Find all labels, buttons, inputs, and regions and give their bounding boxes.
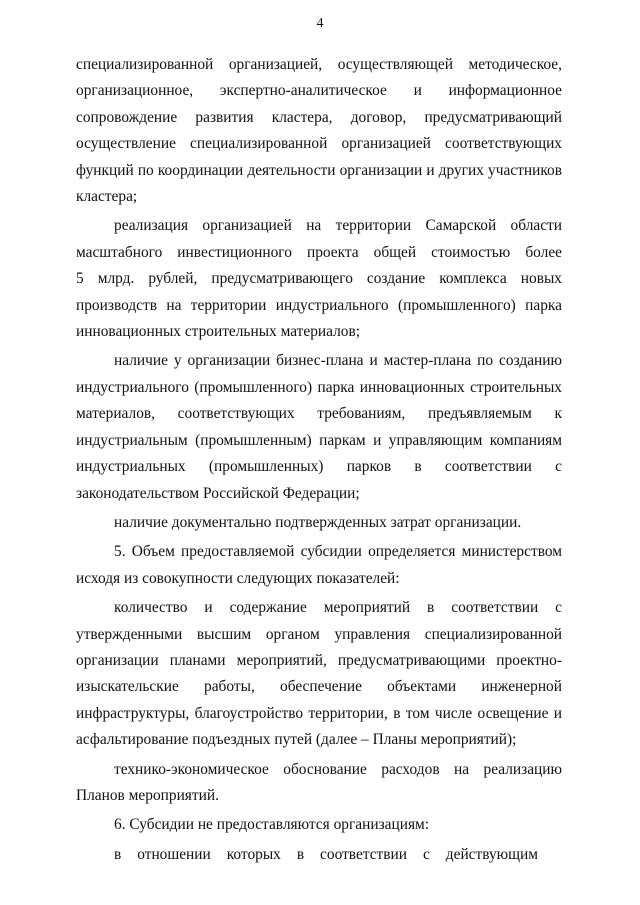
text-line: 5 млрд. рублей, предусматривающего создание комплекса новых <box>76 270 562 288</box>
text-line: количество и содержание мероприятий в соответствии с <box>114 599 562 617</box>
page-number: 4 <box>316 16 324 31</box>
text-line: организационное, экспертно-аналитическое и информационное <box>76 82 562 100</box>
text-line: производств на территории индустриального (промышленного) парка <box>76 296 562 314</box>
text-line: масштабного инвестиционного проекта общей стоимостью более <box>76 243 562 261</box>
text-line: законодательством Российской Федерации; <box>76 484 360 502</box>
text-line: специализированной организацией, осуществляющей методическое, <box>76 56 562 73</box>
text-line: изыскательские работы, обеспечение объектами инженерной <box>76 678 562 696</box>
text-line: сопровождение развития кластера, договор, предусматривающий <box>76 108 562 126</box>
paragraph-in-relation <box>76 842 562 868</box>
text-line: инновационных строительных материалов; <box>76 323 361 341</box>
paragraph-business-plan <box>76 348 562 506</box>
text-line: утвержденными высшим органом управления специализированной <box>76 625 562 643</box>
paragraph-activities <box>76 595 562 753</box>
paragraph-specialized-organization <box>76 52 562 210</box>
text-line: наличие у организации бизнес-плана и мастер-плана по созданию <box>114 352 562 370</box>
paragraph-investment-project <box>76 213 562 345</box>
paragraph-clause-6 <box>76 812 562 838</box>
text-line: в отношении которых в соответствии с действующим <box>114 845 538 863</box>
text-line: индустриальных (промышленных) парков в соответствии с <box>76 458 562 476</box>
text-line: асфальтирование подъездных путей (далее – Планы мероприятий); <box>76 731 517 749</box>
document-body <box>76 52 562 871</box>
text-line: Планов мероприятий. <box>76 786 219 804</box>
text-line: исходя из совокупности следующих показателей: <box>76 569 400 587</box>
paragraph-feasibility <box>76 757 562 810</box>
text-line: функций по координации деятельности организации и других участников <box>76 161 562 179</box>
text-line: индустриального (промышленного) парка инновационных строительных <box>76 378 562 396</box>
paragraph-clause-5 <box>76 539 562 592</box>
text-line: наличие документально подтвержденных затрат организации. <box>114 513 522 531</box>
paragraph-documented-costs <box>76 510 562 536</box>
text-line: 5. Объем предоставляемой субсидии определяется министерством <box>114 543 562 561</box>
text-line: индустриальным (промышленным) паркам и управляющим компаниям <box>76 431 562 449</box>
text-line: кластера; <box>76 188 138 206</box>
text-line: инфраструктуры, благоустройство территории, в том числе освещение и <box>76 704 562 722</box>
text-line: осуществление специализированной организацией соответствующих <box>76 135 562 153</box>
text-line: реализация организацией на территории Самарской области <box>114 217 562 235</box>
text-line: технико-экономическое обоснование расходов на реализацию <box>114 760 562 778</box>
text-line: материалов, соответствующих требованиям, предъявляемым к <box>76 405 562 423</box>
text-line: 6. Субсидии не предоставляются организациям: <box>114 816 430 834</box>
text-line: организации планами мероприятий, предусматривающими проектно- <box>76 651 562 669</box>
